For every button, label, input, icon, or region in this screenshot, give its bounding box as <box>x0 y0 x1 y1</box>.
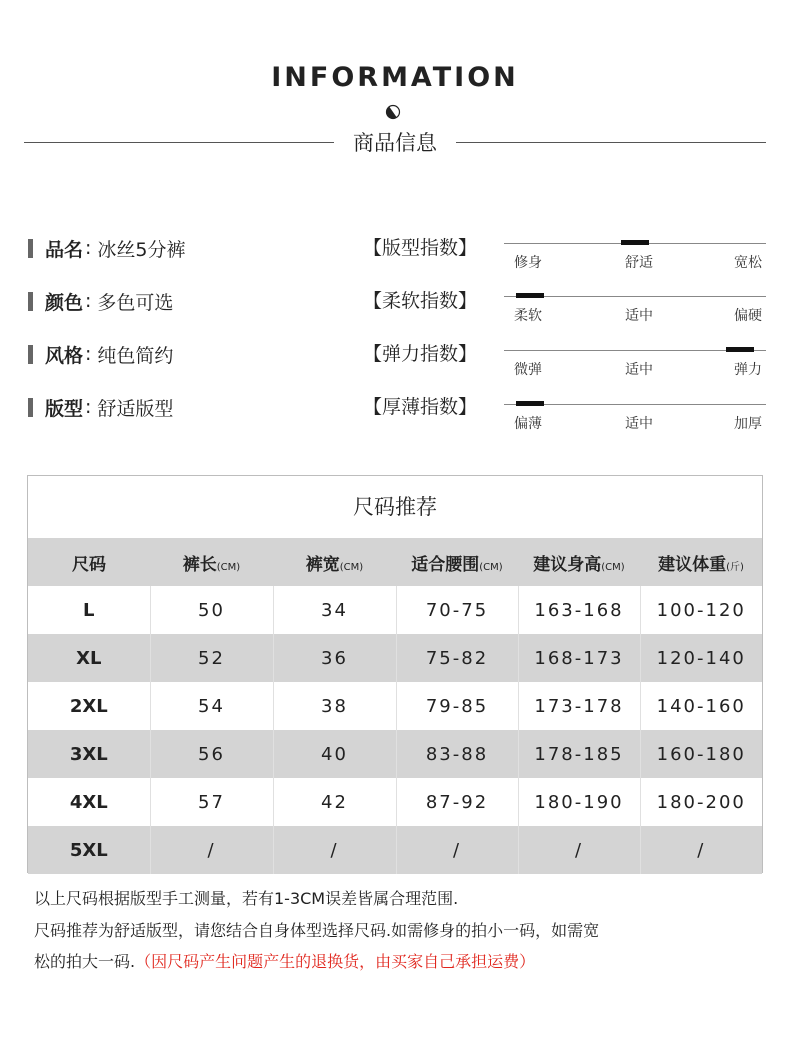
note-line-3 <box>34 949 535 972</box>
index-label-softness: 【柔软指数】 <box>363 290 478 312</box>
size-table-panel <box>27 475 763 873</box>
info-row-style: 风格 : 纯色简约 <box>28 340 173 368</box>
info-value: 冰丝5分裤 <box>97 238 186 261</box>
table-cell: 52 <box>150 634 273 682</box>
scale-label-high: 偏硬 <box>734 308 762 324</box>
scale-marker <box>621 240 649 245</box>
table-cell: 87-92 <box>396 778 518 826</box>
table-cell: 140-160 <box>640 682 762 730</box>
table-cell: 70-75 <box>396 586 518 634</box>
scale-label-low: 修身 <box>514 255 542 271</box>
header-size: 尺码 <box>28 538 150 586</box>
scale-label-low: 柔软 <box>514 308 542 324</box>
index-scale-elasticity <box>504 343 766 393</box>
table-header-row <box>28 538 762 586</box>
table-cell: 83-88 <box>396 730 518 778</box>
table-cell: 168-173 <box>518 634 640 682</box>
scale-label-low: 微弹 <box>514 362 542 378</box>
bullet-bar <box>28 398 33 417</box>
note-line-2: 尺码推荐为舒适版型，请您结合自身体型选择尺码.如需修身的拍小一码，如需宽 <box>34 921 600 940</box>
table-cell: 2XL <box>28 682 150 730</box>
table-row <box>28 826 762 874</box>
page-title: INFORMATION <box>271 62 519 93</box>
scale-label-high: 弹力 <box>734 362 762 378</box>
index-label-elasticity: 【弹力指数】 <box>363 343 478 365</box>
table-cell: XL <box>28 634 150 682</box>
table-cell: 160-180 <box>640 730 762 778</box>
table-cell: 75-82 <box>396 634 518 682</box>
table-cell: 5XL <box>28 826 150 874</box>
table-cell: / <box>518 826 640 874</box>
table-cell: / <box>396 826 518 874</box>
header-length: 裤长(CM) <box>150 538 273 586</box>
info-label: 版型 <box>45 397 84 420</box>
header-weight: 建议体重(斤) <box>640 538 762 586</box>
header-waist: 适合腰围(CM) <box>396 538 518 586</box>
scale-label-high: 宽松 <box>734 255 762 271</box>
table-row <box>28 778 762 826</box>
info-value: 纯色简约 <box>97 344 174 367</box>
table-cell: 178-185 <box>518 730 640 778</box>
header-width: 裤宽(CM) <box>273 538 396 586</box>
table-row <box>28 682 762 730</box>
table-cell: / <box>640 826 762 874</box>
scale-marker <box>516 293 544 298</box>
size-table-title: 尺码推荐 <box>353 495 437 519</box>
table-cell: 57 <box>150 778 273 826</box>
table-cell: 180-190 <box>518 778 640 826</box>
table-row <box>28 634 762 682</box>
table-cell: 173-178 <box>518 682 640 730</box>
table-cell: 34 <box>273 586 396 634</box>
table-row <box>28 586 762 634</box>
header-height: 建议身高(CM) <box>518 538 640 586</box>
table-cell: / <box>273 826 396 874</box>
page-subtitle: 商品信息 <box>0 127 790 157</box>
info-label: 颜色 <box>45 291 84 314</box>
index-label-fit: 【版型指数】 <box>363 237 478 259</box>
table-cell: L <box>28 586 150 634</box>
table-cell: 180-200 <box>640 778 762 826</box>
scale-label-mid: 适中 <box>625 308 653 324</box>
table-cell: 120-140 <box>640 634 762 682</box>
table-cell: 79-85 <box>396 682 518 730</box>
table-cell: 4XL <box>28 778 150 826</box>
size-table <box>28 538 762 874</box>
scale-label-mid: 适中 <box>625 416 653 432</box>
index-label-thickness: 【厚薄指数】 <box>363 396 478 418</box>
info-value: 多色可选 <box>97 291 174 314</box>
table-cell: 100-120 <box>640 586 762 634</box>
index-scale-thickness <box>504 397 766 447</box>
table-row <box>28 730 762 778</box>
scale-label-mid: 适中 <box>625 362 653 378</box>
info-row-color: 颜色 : 多色可选 <box>28 287 173 315</box>
note-line-3-text: 松的拍大一码. <box>34 952 136 971</box>
table-cell: 3XL <box>28 730 150 778</box>
note-warning: （因尺码产生问题产生的退换货，由买家自己承担运费） <box>135 952 536 971</box>
table-cell: 40 <box>273 730 396 778</box>
scale-label-high: 加厚 <box>734 416 762 432</box>
table-cell: 54 <box>150 682 273 730</box>
table-cell: 38 <box>273 682 396 730</box>
bullet-bar <box>28 345 33 364</box>
index-scale-softness <box>504 289 766 339</box>
note-line-1: 以上尺码根据版型手工测量，若有1-3CM误差皆属合理范围. <box>34 889 459 908</box>
info-label: 品名 <box>45 238 84 261</box>
info-label: 风格 <box>45 344 84 367</box>
info-row-fit: 版型 : 舒适版型 <box>28 393 173 421</box>
scale-marker <box>516 401 544 406</box>
bullet-bar <box>28 239 33 258</box>
table-cell: 36 <box>273 634 396 682</box>
table-cell: 163-168 <box>518 586 640 634</box>
bullet-bar <box>28 292 33 311</box>
scale-label-mid: 舒适 <box>625 255 653 271</box>
decorative-circle-icon <box>385 104 401 120</box>
scale-label-low: 偏薄 <box>514 416 542 432</box>
info-value: 舒适版型 <box>97 397 174 420</box>
table-cell: 42 <box>273 778 396 826</box>
table-cell: / <box>150 826 273 874</box>
table-cell: 56 <box>150 730 273 778</box>
table-cell: 50 <box>150 586 273 634</box>
scale-marker <box>726 347 754 352</box>
info-row-name: 品名 : 冰丝5分裤 <box>28 234 186 262</box>
index-scale-fit <box>504 236 766 286</box>
